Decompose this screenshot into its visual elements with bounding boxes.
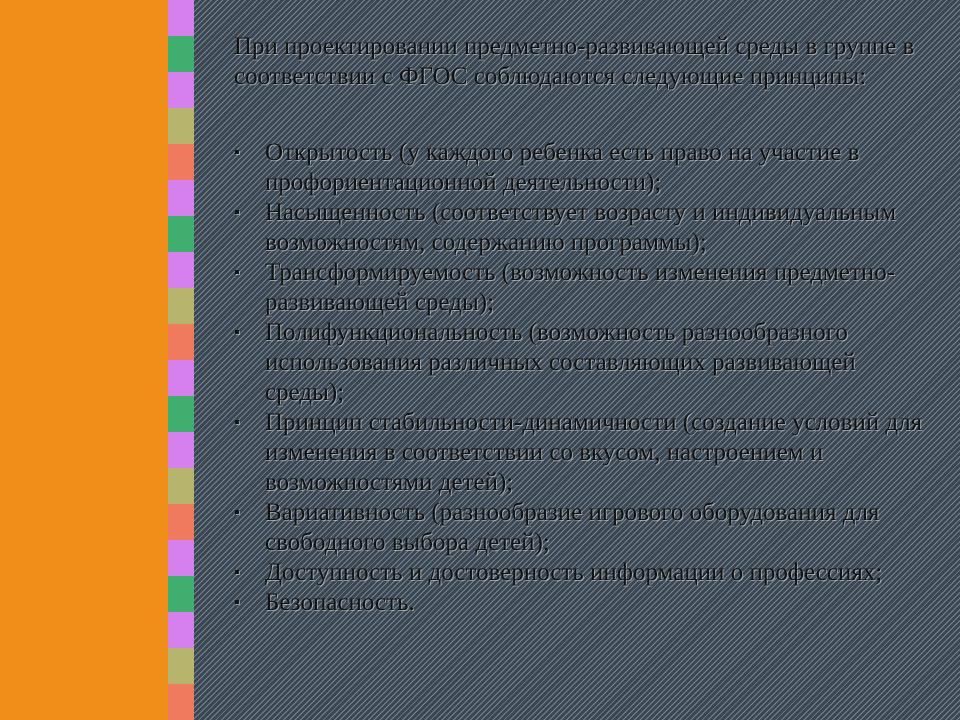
- list-item: [234, 558, 934, 588]
- stripe-block: [168, 396, 194, 432]
- stripe-block: [168, 432, 194, 468]
- list-item-text: Принцип стабильности-динамичности (создание условий для изменения в соответствии со вкусом, настроением и возможностями детей);: [265, 409, 923, 496]
- bullet-icon: ▪: [234, 324, 240, 341]
- stripe-block: [168, 0, 194, 36]
- list-item: [234, 408, 934, 498]
- stripe-block: [168, 252, 194, 288]
- bullet-icon: ▪: [234, 264, 240, 281]
- bullet-icon: ▪: [234, 414, 240, 431]
- stripe-block: [168, 684, 194, 720]
- stripe-block: [168, 216, 194, 252]
- list-item-text: Вариативность (разнообразие игрового оборудования для свободного выбора детей);: [265, 499, 880, 556]
- list-item-text: Безопасность.: [265, 589, 415, 616]
- stripe-block: [168, 576, 194, 612]
- stripe-block: [168, 468, 194, 504]
- stripe-block: [168, 72, 194, 108]
- stripe-block: [168, 324, 194, 360]
- stripe-block: [168, 288, 194, 324]
- list-item-text: Полифункциональность (возможность разнообразного использования различных составляющих развивающей среды);: [265, 319, 856, 406]
- list-item: [234, 198, 934, 258]
- bullet-icon: ▪: [234, 144, 240, 161]
- list-item: [234, 138, 934, 198]
- stripe-block: [168, 540, 194, 576]
- intro-text: При проектировании предметно-развивающей среды в группе в соответствии с ФГОС соблюдаются следующие принципы:: [234, 33, 915, 90]
- stripe-block: [168, 612, 194, 648]
- stripe-block: [168, 36, 194, 72]
- list-item: [234, 588, 934, 618]
- left-orange-band: [0, 0, 168, 720]
- stripe-block: [168, 144, 194, 180]
- list-item: [234, 498, 934, 558]
- list-item-text: Открытость (у каждого ребенка есть право на участие в профориентационной деятельности);: [265, 139, 860, 196]
- list-item-text: Трансформируемость (возможность изменения предметно- развивающей среды);: [265, 259, 896, 316]
- list-item-text: Насыщенность (соответствует возрасту и индивидуальным возможностям, содержанию программы);: [265, 199, 897, 256]
- stripe-block: [168, 648, 194, 684]
- stripe-block: [168, 504, 194, 540]
- stripe-block: [168, 108, 194, 144]
- stripe-block: [168, 180, 194, 216]
- decorative-stripe-column: [168, 0, 194, 720]
- list-item-text: Доступность и достоверность информации о профессиях;: [265, 559, 883, 586]
- list-item: [234, 258, 934, 318]
- bullet-icon: ▪: [234, 564, 240, 581]
- list-item: [234, 318, 934, 408]
- stripe-block: [168, 360, 194, 396]
- bullet-icon: ▪: [234, 204, 240, 221]
- content-panel: [194, 0, 960, 720]
- bullet-icon: ▪: [234, 594, 240, 611]
- principles-list: [234, 138, 934, 618]
- bullet-icon: ▪: [234, 504, 240, 521]
